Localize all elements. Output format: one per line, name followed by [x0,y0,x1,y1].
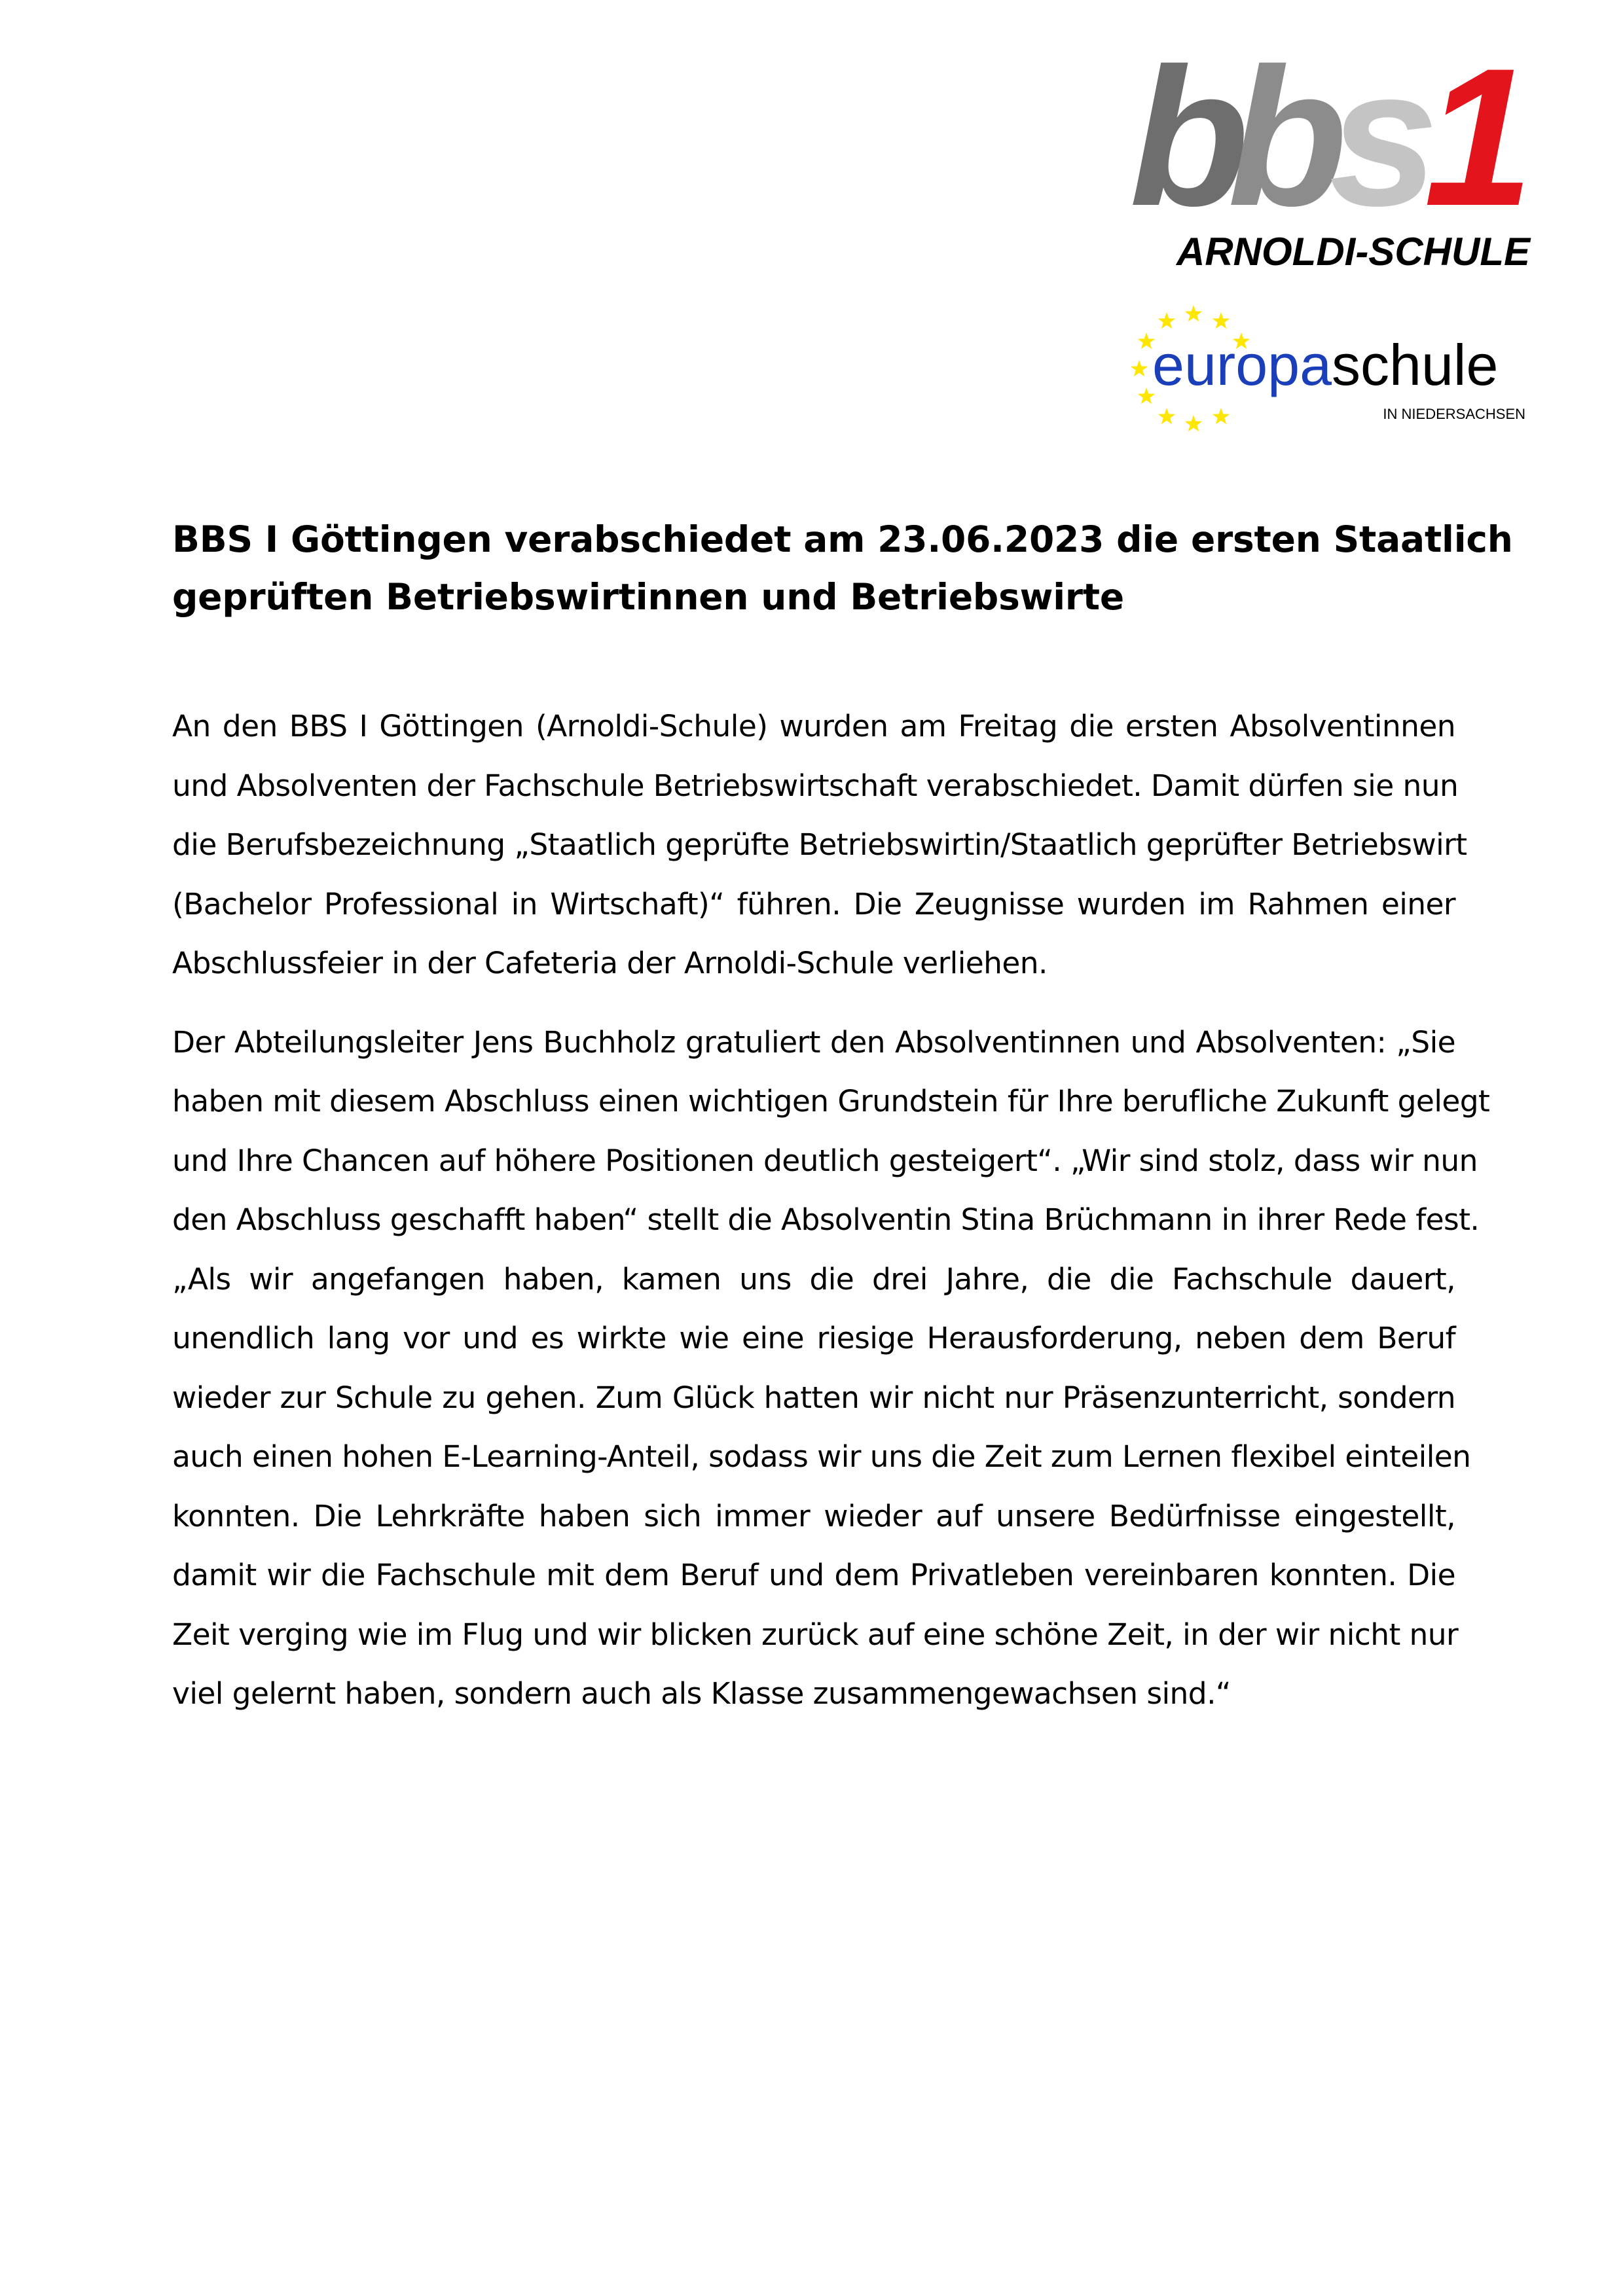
bbs1-wordmark [1129,56,1525,247]
bbs1-letter-b2: b [1228,56,1328,247]
star-icon [1131,360,1148,376]
body-line: „Als wir angefangen haben, kamen uns die drei Jahre, die die Fachschule dauert, [172,1261,1455,1297]
star-icon [1158,312,1176,329]
star-icon [1213,408,1230,424]
body-line: (Bachelor Professional in Wirtschaft)“ führen. Die Zeugnisse wurden im Rahmen einer [172,886,1455,922]
bbs1-letter-1: 1 [1424,56,1514,247]
body-line: wieder zur Schule zu gehen. Zum Glück hatten wir nicht nur Präsenzunterricht, sondern [172,1380,1455,1415]
bbs1-letter-b1: b [1129,56,1230,247]
body-line: haben mit diesem Abschluss einen wichtigen Grundstein für Ihre berufliche Zukunft gelegt [172,1084,1490,1119]
body-line: Der Abteilungsleiter Jens Buchholz gratuliert den Absolventinnen und Absolventen: „Sie [172,1024,1455,1060]
body-line: viel gelernt haben, sondern auch als Klasse zusammengewachsen sind.“ [172,1676,1231,1711]
bbs1-logo [1129,56,1535,278]
europaschule-word-schule: schule [1332,332,1499,397]
body-line: den Abschluss geschafft haben“ stellt die Absolventin Stina Brüchmann in ihrer Rede fest. [172,1202,1480,1237]
article-body [172,697,1490,1744]
star-icon [1185,305,1203,321]
europaschule-word-europa: europa [1152,332,1332,397]
headline-line-2: geprüften Betriebswirtinnen und Betriebswirte [172,576,1125,618]
body-line: An den BBS I Göttingen (Arnoldi-Schule) wurden am Freitag die ersten Absolventinnen [172,709,1455,744]
bbs1-letter-s: s [1329,56,1419,247]
body-line: und Ihre Chancen auf höhere Positionen deutlich gesteigert“. „Wir sind stolz, dass wir nun [172,1143,1478,1178]
europaschule-wordmark [1152,332,1498,397]
body-paragraph [172,1013,1490,1724]
body-line: die Berufsbezeichnung „Staatlich geprüfte Betriebswirtin/Staatlich geprüfter Betriebswirt [172,827,1467,862]
body-line: Zeit verging wie im Flug und wir blicken zurück auf eine schöne Zeit, in der wir nicht nur [172,1617,1459,1652]
body-line: auch einen hohen E-Learning-Anteil, sodass wir uns die Zeit zum Lernen flexibel einteilen [172,1439,1471,1474]
star-icon [1213,312,1230,329]
press-release-headline [172,511,1513,626]
body-paragraph [172,697,1467,994]
body-line: Abschlussfeier in der Cafeteria der Arnoldi-Schule verliehen. [172,946,1048,980]
star-icon [1185,415,1203,431]
headline-line-1: BBS I Göttingen verabschiedet am 23.06.2023 die ersten Staatlich [172,518,1513,560]
europaschule-logo [1126,301,1535,452]
arnoldi-schule-label: ARNOLDI-SCHULE [1176,230,1530,274]
body-line: konnten. Die Lehrkräfte haben sich immer wieder auf unsere Bedürfnisse eingestellt, [172,1498,1455,1534]
europaschule-tagline: IN NIEDERSACHSEN [1383,406,1525,422]
body-line: unendlich lang vor und es wirkte wie eine riesige Herausforderung, neben dem Beruf [172,1321,1455,1355]
star-icon [1158,408,1176,424]
body-line: und Absolventen der Fachschule Betriebswirtschaft verabschiedet. Damit dürfen sie nun [172,768,1459,803]
body-line: damit wir die Fachschule mit dem Beruf und dem Privatleben vereinbaren konnten. Die [172,1558,1455,1592]
